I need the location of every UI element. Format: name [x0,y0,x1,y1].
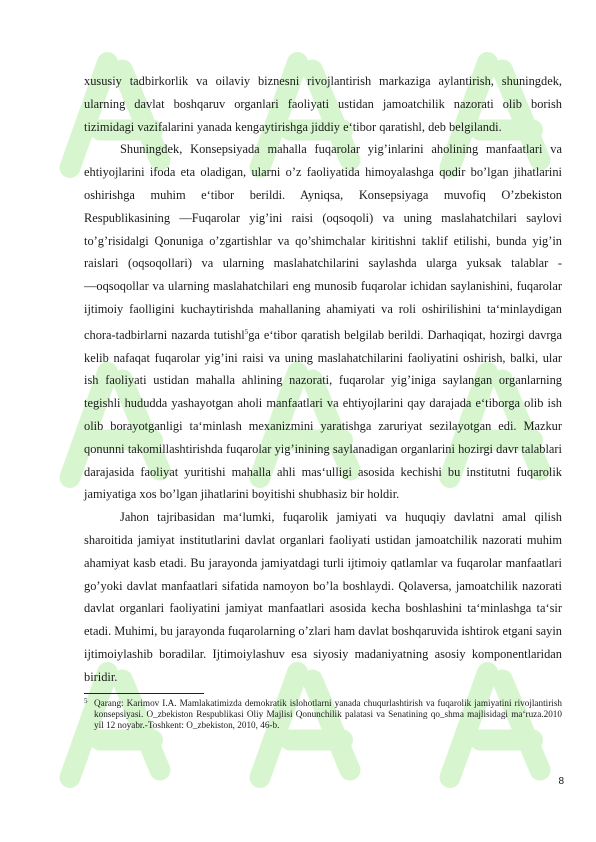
footnote-text: Qarang: Karimov I.A. Mamlakatimizda demokratik islohotlarni yanada chuqurlashtirish va fuqarolik jamiyatini rivojlantirish konsepsiyasi. O_zbekiston Respublikasi Oliy Majlisi Qonunchilik palatasi va Senatining qo_shma majlisidagi ma‘ruza.2010 yil 12 noyabr.-Toshkent: O_zbekiston, 2010, 46-b. [94,697,562,731]
paragraph-text: ga e‘tibor qaratish belgilab berildi. Darhaqiqat, hozirgi davrga kelib nafaqat fuqarolar yig’ini raisi va uning maslahatchilarini faoliyatini oshirish, balki, ular ish faoliyati ustidan mahalla ahlining nazorati, fuqarolar yig’iniga saylangan organlarning tegishli hududda yashayotgan aholi manfaatlari va ehtiyojlarini qay darajada e‘tiborga olib ish olib borayotganligi ta‘minlash mexanizmini yaratishga zaruriyat sezilayotgan edi. Mazkur qonunni takomillashtirishda fuqarolar yig’inining saylanadigan organlarini hozirgi davr talablari darajasida faoliyat yuritishi mahalla ahli mas‘ulligi asosida kechishi bu institutni fuqarolik jamiyatiga xos bo’lgan jihatlarini boyitishi shubhasiz bir holdir. [84,327,562,502]
page-number: 8 [558,776,564,787]
paragraph [84,138,562,506]
paragraph: Jahon tajribasidan ma‘lumki, fuqarolik jamiyati va huquqiy davlatni amal qilish sharoitida jamiyat institutlarini davlat organlari faoliyati ustidan jamoatchilik nazorati muhim ahamiyat kasb etadi. Bu jarayonda jamiyatdagi turli ijtimoiy qatlamlar va fuqarolar manfaatlari go’yoki davlat manfaatlari sifatida namoyon bo’la boshlaydi. Qolaversa, jamoatchilik nazorati davlat organlari faoliyatini jamiyat manfaatlari asosida kecha boshlashini ta‘minlashga ta‘sir etadi. Muhimi, bu jarayonda fuqarolarning o’zlari ham davlat boshqaruvida ishtirok etgani sayin ijtimoiylashib boradilar. Ijtimoiylashuv esa siyosiy madaniyatning asosiy komponentlaridan biridir. [84,510,562,684]
document-body [84,70,562,732]
paragraph: xususiy tadbirkorlik va oilaviy biznesni rivojlantirish markaziga aylantirish, shuningdek, ularning davlat boshqaruv organlari faoliyati ustidan jamoatchilik nazorati olib borish tizimidagi vazifalarini yanada kengaytirishga jiddiy e‘tibor qaratishl, deb belgilandi. [84,74,562,134]
paragraph-text: Shuningdek, Konsepsiyada mahalla fuqarolar yig’inlarini aholining manfaatlari va ehtiyojlarini ifoda eta oladigan, ularni o’z faoliyatida himoyalashga qodir bo’lgan jihatlarini oshirishga muhim e‘tibor berildi. Ayniqsa, Konsepsiyaga muvofiq O’zbekiston Respublikasining ―Fuqarolar yig’ini raisi (oqsoqoli) va uning maslahatchilari saylovi to’g’risidalgi Qonuniga o’zgartishlar va qo’shimchalar kiritishni taklif etilishi, bunda yig’in raislari (oqsoqollari) va ularning maslahatchilarini saylashda ularga yuksak talablar - ―oqsoqollar va ularning maslahatchilari eng munosib fuqarolar ichidan saylanishini, fuqarolar ijtimoiy faolligini kuchaytirishda mahallaning ahamiyati va roli oshirilishini ta‘minlaydigan chora-tadbirlarni nazarda tutishl [84,142,562,342]
footnote [84,698,562,732]
footnote-reference[interactable]: 5 [244,327,249,336]
footnote-marker: 5 [84,696,88,705]
footnote-divider [84,693,204,694]
